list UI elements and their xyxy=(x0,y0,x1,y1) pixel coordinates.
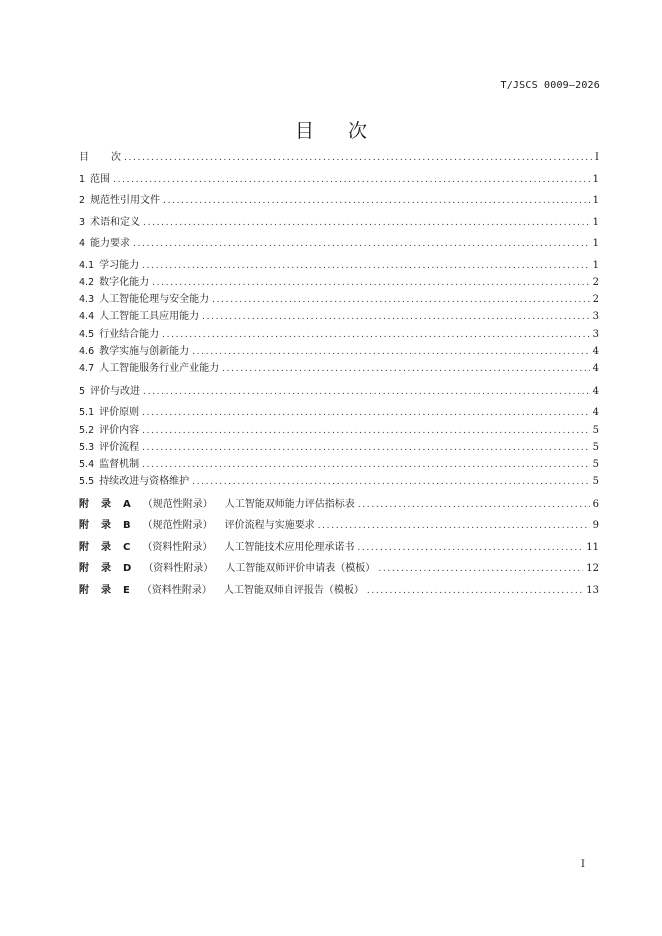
appendix-title: 人工智能双师能力评估指标表 xyxy=(224,499,355,510)
toc-label-char-2: 次 xyxy=(111,152,121,163)
dot-leader xyxy=(142,440,590,456)
dot-leader xyxy=(222,361,590,377)
toc-page-number: I xyxy=(595,152,599,163)
toc-section-number: 4 xyxy=(79,238,86,249)
dot-leader xyxy=(192,474,590,490)
toc-entry-label: 人工智能工具应用能力 xyxy=(99,311,200,322)
toc-page-number: 4 xyxy=(592,386,599,397)
toc-entry[interactable] xyxy=(79,344,599,360)
toc-page-number: 6 xyxy=(592,499,599,510)
toc-section-number: 3 xyxy=(79,217,86,228)
toc-section-number: 5.3 xyxy=(79,442,95,453)
toc-entry[interactable] xyxy=(79,361,599,377)
dot-leader xyxy=(142,423,590,439)
appendix-title: 评价流程与实施要求 xyxy=(224,520,315,531)
appendix-type: （规范性附录） xyxy=(142,499,213,510)
toc-page-number: 1 xyxy=(592,174,599,185)
toc-entry-label: 学习能力 xyxy=(99,260,140,271)
appendix-title: 人工智能双师评价申请表（模板） xyxy=(225,563,376,574)
dot-leader xyxy=(212,292,590,308)
toc-section-number: 4.6 xyxy=(79,346,95,357)
toc-section-number: 1 xyxy=(79,174,86,185)
appendix-type: （规范性附录） xyxy=(142,520,213,531)
dot-leader xyxy=(142,258,590,274)
toc-entry-label: 人工智能伦理与安全能力 xyxy=(99,294,210,305)
toc-entry[interactable] xyxy=(79,309,599,325)
appendix-tag: 附 录 E xyxy=(79,585,130,596)
toc-entry-label: 数字化能力 xyxy=(99,277,150,288)
toc-entry-label: 人工智能服务行业产业能力 xyxy=(99,363,220,374)
toc-page-number: 1 xyxy=(592,238,599,249)
toc-page-number: 4 xyxy=(592,346,599,357)
toc-section-number: 4.1 xyxy=(79,260,95,271)
toc-page-number: 11 xyxy=(586,542,599,553)
toc-section-number: 2 xyxy=(79,195,86,206)
toc-page-number: 5 xyxy=(592,442,599,453)
appendix-tag: 附 录 A xyxy=(79,499,131,510)
toc-entry-label: 评价原则 xyxy=(99,407,140,418)
dot-leader xyxy=(133,236,590,252)
dot-leader xyxy=(143,215,590,231)
toc-entry[interactable] xyxy=(79,440,599,456)
toc-entry-label: 评价与改进 xyxy=(90,386,141,397)
toc-section-number: 4.5 xyxy=(79,329,95,340)
dot-leader xyxy=(357,540,583,556)
dot-leader xyxy=(202,309,590,325)
document-code: T/JSCS 0009—2026 xyxy=(500,80,600,91)
toc-entry-label: 持续改进与资格维护 xyxy=(99,476,190,487)
dot-leader xyxy=(162,327,590,343)
dot-leader xyxy=(367,583,583,599)
toc-section-number: 5.2 xyxy=(79,425,95,436)
dot-leader xyxy=(142,405,590,421)
appendix-tag: 附 录 B xyxy=(79,520,131,531)
appendix-type: （资料性附录） xyxy=(141,585,212,596)
toc-appendix-entry[interactable] xyxy=(79,497,599,513)
toc-page-number: 12 xyxy=(586,563,599,574)
toc-entry-label: 行业结合能力 xyxy=(99,329,160,340)
toc-appendix-entry[interactable] xyxy=(79,583,599,599)
toc-section-number: 5.5 xyxy=(79,476,95,487)
dot-leader xyxy=(378,561,583,577)
toc-entry-label: 监督机制 xyxy=(99,459,140,470)
toc-entry[interactable] xyxy=(79,384,599,400)
toc-entry[interactable] xyxy=(79,172,599,188)
toc-section-number: 4.2 xyxy=(79,277,95,288)
toc-page-number: 9 xyxy=(592,520,599,531)
toc-page-number: 1 xyxy=(592,260,599,271)
dot-leader xyxy=(143,384,590,400)
dot-leader xyxy=(124,150,592,166)
toc-page-number: 2 xyxy=(592,294,599,305)
toc-page-number: 1 xyxy=(592,195,599,206)
page-title xyxy=(0,116,662,143)
toc-entry-label: 能力要求 xyxy=(90,238,131,249)
appendix-title: 人工智能双师自评报告（模板） xyxy=(223,585,364,596)
dot-leader xyxy=(142,457,590,473)
toc-entry-label xyxy=(79,150,121,166)
toc-entry-label: 范围 xyxy=(90,174,111,185)
toc-page-number: 3 xyxy=(592,311,599,322)
toc-page-number: 5 xyxy=(592,425,599,436)
toc-entry-label: 术语和定义 xyxy=(90,217,141,228)
appendix-title: 人工智能技术应用伦理承诺书 xyxy=(224,542,355,553)
toc-entry-contents[interactable] xyxy=(79,150,599,166)
dot-leader xyxy=(163,193,590,209)
toc-section-number: 5.4 xyxy=(79,459,95,470)
toc-appendix-entry[interactable] xyxy=(79,518,599,534)
title-char-1: 目 xyxy=(294,120,314,142)
toc-page-number: 3 xyxy=(592,329,599,340)
toc-section-number: 4.4 xyxy=(79,311,95,322)
toc-page-number: 13 xyxy=(586,585,599,596)
toc-entry[interactable] xyxy=(79,236,599,252)
toc-entry[interactable] xyxy=(79,193,599,209)
toc-page-number: 1 xyxy=(592,217,599,228)
dot-leader xyxy=(192,344,590,360)
toc-entry[interactable] xyxy=(79,258,599,274)
toc-section-number: 4.7 xyxy=(79,363,95,374)
appendix-type: （资料性附录） xyxy=(143,563,214,574)
toc-entry[interactable] xyxy=(79,327,599,343)
appendix-type: （资料性附录） xyxy=(142,542,213,553)
toc-entry-label: 教学实施与创新能力 xyxy=(99,346,190,357)
dot-leader xyxy=(318,518,590,534)
toc-appendix-entry[interactable] xyxy=(79,540,599,556)
toc-section-number: 5.1 xyxy=(79,407,95,418)
toc-appendix-entry[interactable] xyxy=(79,561,599,577)
toc-entry[interactable] xyxy=(79,405,599,421)
appendix-tag: 附 录 D xyxy=(79,563,132,574)
dot-leader xyxy=(358,497,590,513)
toc-page-number: 4 xyxy=(592,407,599,418)
toc-section-number: 4.3 xyxy=(79,294,95,305)
toc-entry[interactable] xyxy=(79,474,599,490)
toc-entry[interactable] xyxy=(79,423,599,439)
toc-label-char-1: 目 xyxy=(79,152,89,163)
dot-leader xyxy=(152,275,590,291)
page-number: I xyxy=(581,859,585,870)
toc-page-number: 2 xyxy=(592,277,599,288)
toc-entry-label: 规范性引用文件 xyxy=(90,195,161,206)
appendix-tag: 附 录 C xyxy=(79,542,131,553)
dot-leader xyxy=(113,172,590,188)
toc-page-number: 4 xyxy=(592,363,599,374)
toc-entry[interactable] xyxy=(79,292,599,308)
toc-entry[interactable] xyxy=(79,275,599,291)
toc-entry-label: 评价流程 xyxy=(99,442,140,453)
toc-page-number: 5 xyxy=(592,476,599,487)
toc-section-number: 5 xyxy=(79,386,86,397)
toc-entry[interactable] xyxy=(79,457,599,473)
toc-entry[interactable] xyxy=(79,215,599,231)
toc-entry-label: 评价内容 xyxy=(99,425,140,436)
title-char-2: 次 xyxy=(348,120,368,142)
toc-page-number: 5 xyxy=(592,459,599,470)
